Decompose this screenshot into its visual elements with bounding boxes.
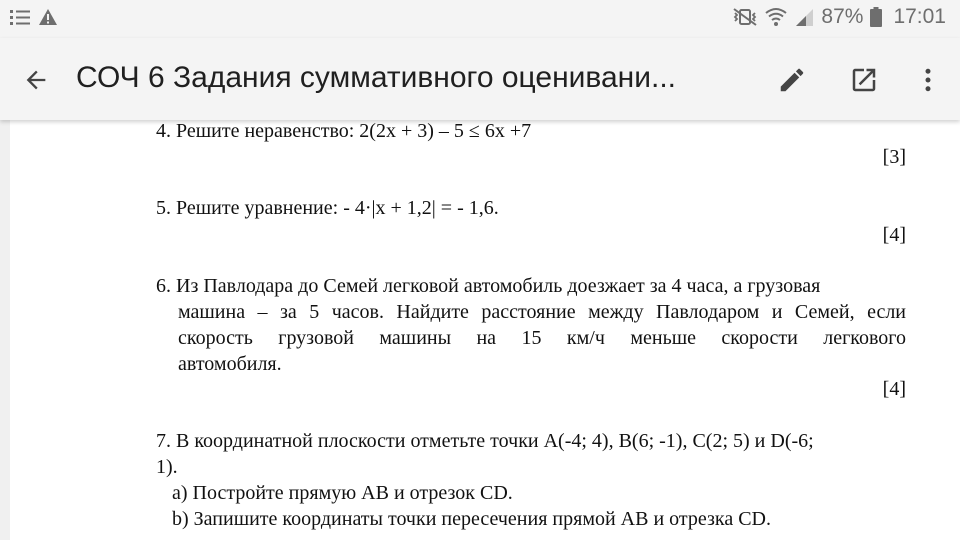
pencil-icon [777,65,807,95]
document-page [10,120,960,540]
task-7-part-b: b) Запишите координаты точки пересечения прямой AB и отрезка CD. [172,508,771,530]
open-external-button[interactable] [844,60,884,100]
task-7-part-a: a) Постройте прямую AB и отрезок CD. [172,482,513,504]
status-bar [0,0,960,38]
battery-icon [870,7,882,27]
arrow-back-icon [22,66,50,94]
task-6-score: [4] [882,378,906,400]
task-4-text: 4. Решите неравенство: 2(2х + 3) – 5 ≤ 6х +7 [156,120,532,142]
task-7-line-1: 7. В координатной плоскости отметьте точки A(-4; 4), B(6; -1), C(2; 5) и D(-6; [156,430,814,452]
clock: 17:01 [893,5,946,28]
status-left [10,8,58,26]
task-4-score: [3] [882,146,906,168]
task-5-text: 5. Решите уравнение: - 4·|x + 1,2| = - 1,6. [156,197,499,219]
open-in-new-icon [849,65,879,95]
status-right [732,5,946,29]
document-viewer[interactable] [0,120,960,540]
page-title: СОЧ 6 Задания суммативного оценивани... [76,61,677,94]
task-6-line-4: автомобиля. [178,353,282,375]
wifi-icon [765,7,787,27]
list-icon [10,8,30,26]
back-button[interactable] [16,60,56,100]
task-6-line-1: 6. Из Павлодара до Семей легковой автомобиль доезжает за 4 часа, а грузовая [156,275,821,297]
warning-icon [38,8,58,26]
signal-icon [794,7,814,27]
app-bar [0,38,960,120]
task-6-line-2: машина – за 5 часов. Найдите расстояние между Павлодаром и Семей, если [178,301,906,323]
task-7-line-2: 1). [156,456,178,478]
task-6-line-3: скорость грузовой машины на 15 км/ч меньше скорости легкового [178,327,906,349]
more-vert-icon [913,65,943,95]
task-5-score: [4] [882,224,906,246]
battery-percent: 87% [821,5,864,28]
more-options-button[interactable] [908,60,948,100]
edit-button[interactable] [772,60,812,100]
vibrate-mute-icon [732,7,758,27]
